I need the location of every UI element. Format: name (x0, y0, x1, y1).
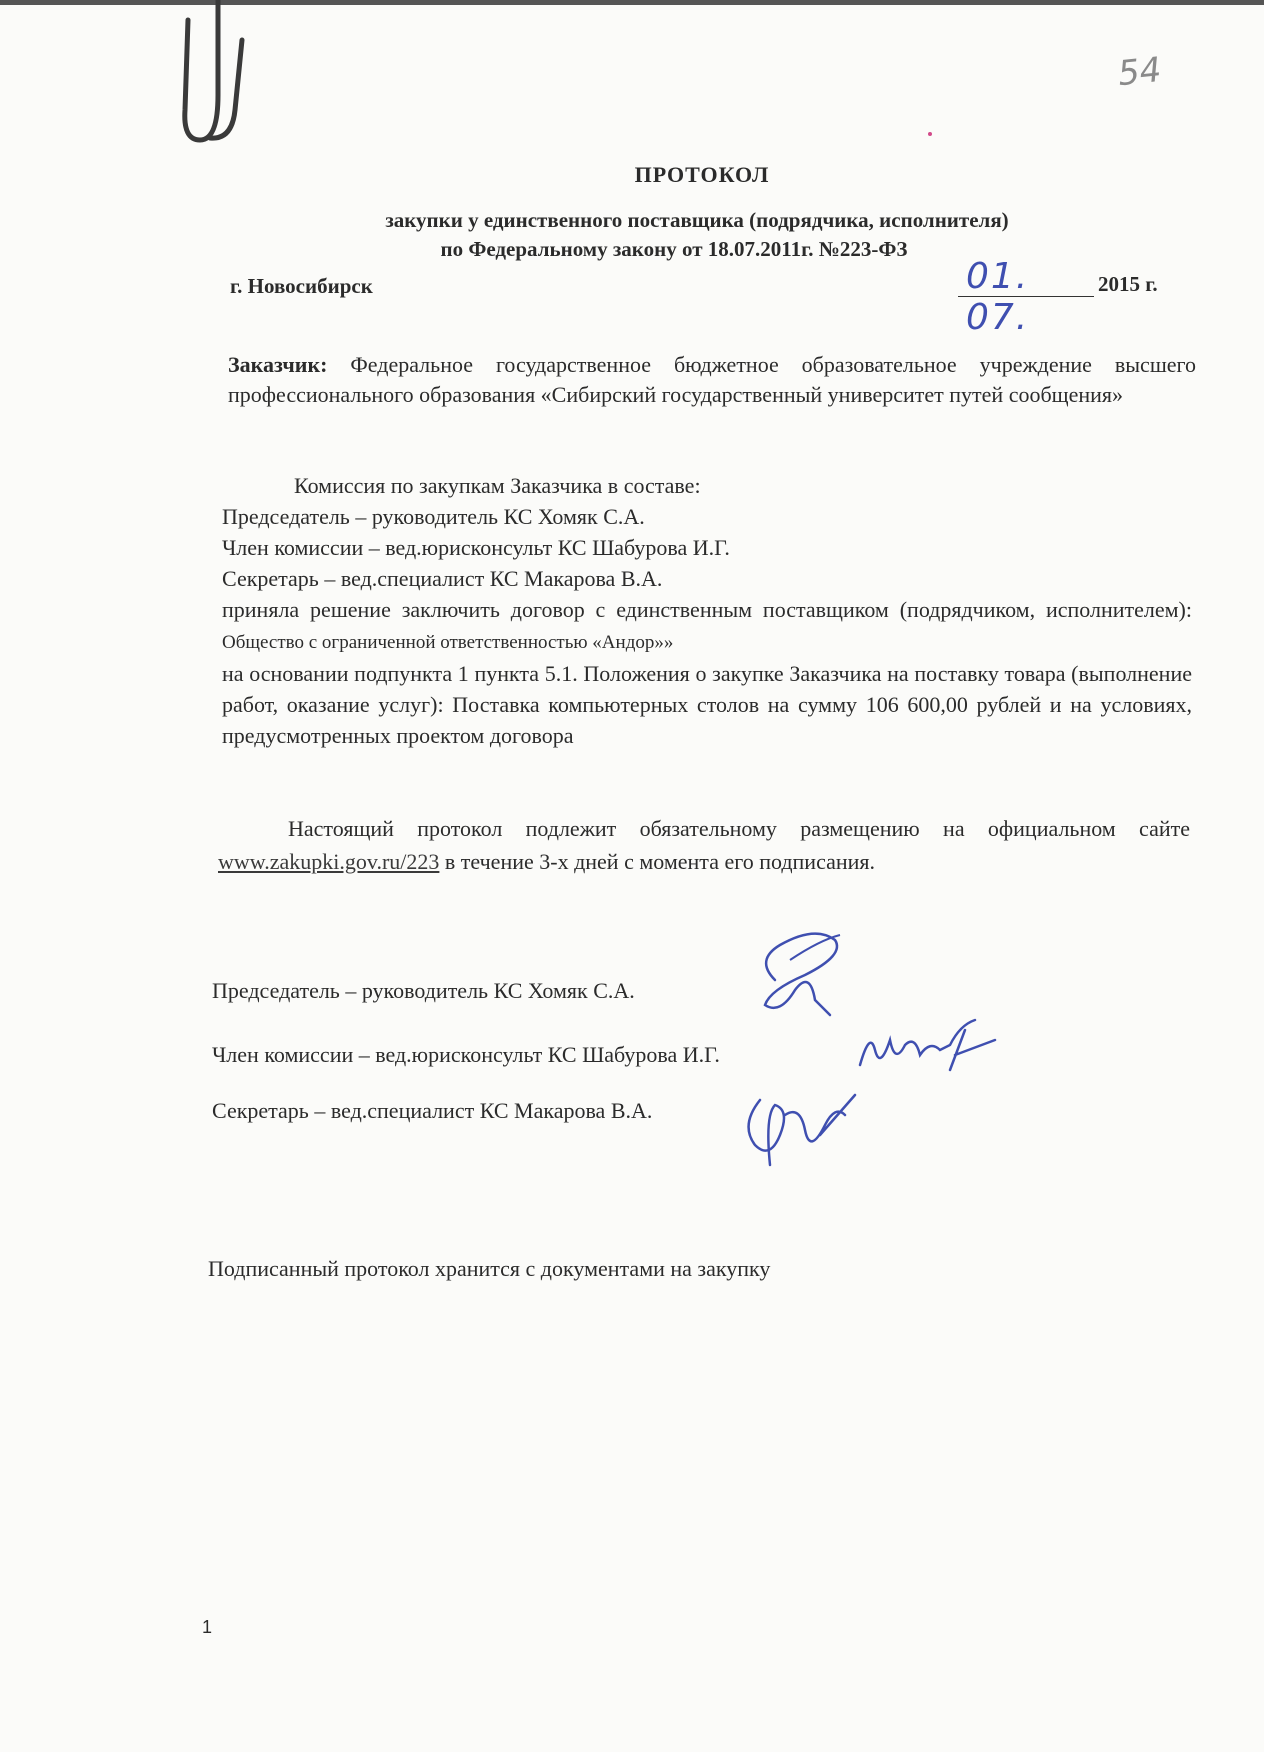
stored-note: Подписанный протокол хранится с документами на закупку (208, 1256, 771, 1281)
notice-paragraph (218, 812, 1190, 878)
handwritten-date: 01. 07. (966, 256, 1030, 338)
decision-text: приняла решение заключить договор с единственным поставщиком (подрядчиком, исполнителем): (222, 597, 1192, 622)
signature-chairman: Председатель – руководитель КС Хомяк С.А. (212, 978, 635, 1003)
commission-secretary: Секретарь – вед.специалист КС Макарова В.А. (222, 566, 663, 591)
customer-label: Заказчик: (228, 352, 328, 377)
signature-member: Член комиссии – вед.юрисконсульт КС Шабурова И.Г. (212, 1042, 720, 1067)
supplier-name: Общество с ограниченной ответственностью «Андор»» (222, 632, 674, 653)
notice-text: Настоящий протокол подлежит обязательному размещению на официальном сайте (288, 816, 1190, 841)
customer-text: Федеральное государственное бюджетное образовательное учреждение высшего профессионального образования «Сибирский государственный университет путей сообщения» (228, 352, 1196, 407)
paper-clip-icon (180, 0, 260, 150)
date-blank (958, 256, 1094, 338)
commission-intro: Комиссия по закупкам Заказчика в составе: (294, 473, 701, 498)
document-subtitle: закупки у единственного поставщика (подрядчика, исполнителя) (385, 208, 1009, 232)
commission-chairman: Председатель – руководитель КС Хомяк С.А. (222, 504, 645, 529)
commission-decision (222, 594, 1192, 658)
handwritten-signature-chairman (735, 920, 865, 1030)
commission-member: Член комиссии – вед.юрисконсульт КС Шабурова И.Г. (222, 535, 730, 560)
commission-basis: на основании подпункта 1 пункта 5.1. Положения о закупке Заказчика на поставку товара (выполнение работ, оказание услуг): Поставка компьютерных столов на сумму 106 600,00 рублей и на условиях, предусмотренных проектом договора (222, 661, 1192, 748)
handwritten-signature-member (855, 1010, 1005, 1080)
signature-secretary: Секретарь – вед.специалист КС Макарова В.А. (212, 1098, 653, 1123)
zakupki-link[interactable]: www.zakupki.gov.ru/223 (218, 849, 440, 874)
law-reference: по Федеральному закону от 18.07.2011г. №223-ФЗ (440, 237, 908, 261)
sheet-number: 54 (1116, 49, 1164, 95)
commission-block (222, 470, 1192, 751)
page-number: 1 (202, 1617, 213, 1637)
customer-paragraph (228, 350, 1196, 410)
ink-dot (928, 132, 932, 136)
document-date (958, 256, 1158, 338)
document-title: ПРОТОКОЛ (634, 162, 770, 187)
place: г. Новосибирск (230, 274, 373, 298)
date-year: 2015 г. (1098, 272, 1158, 296)
handwritten-signature-secretary (730, 1085, 870, 1175)
notice-text-end: в течение 3-х дней с момента его подписания. (444, 849, 876, 874)
